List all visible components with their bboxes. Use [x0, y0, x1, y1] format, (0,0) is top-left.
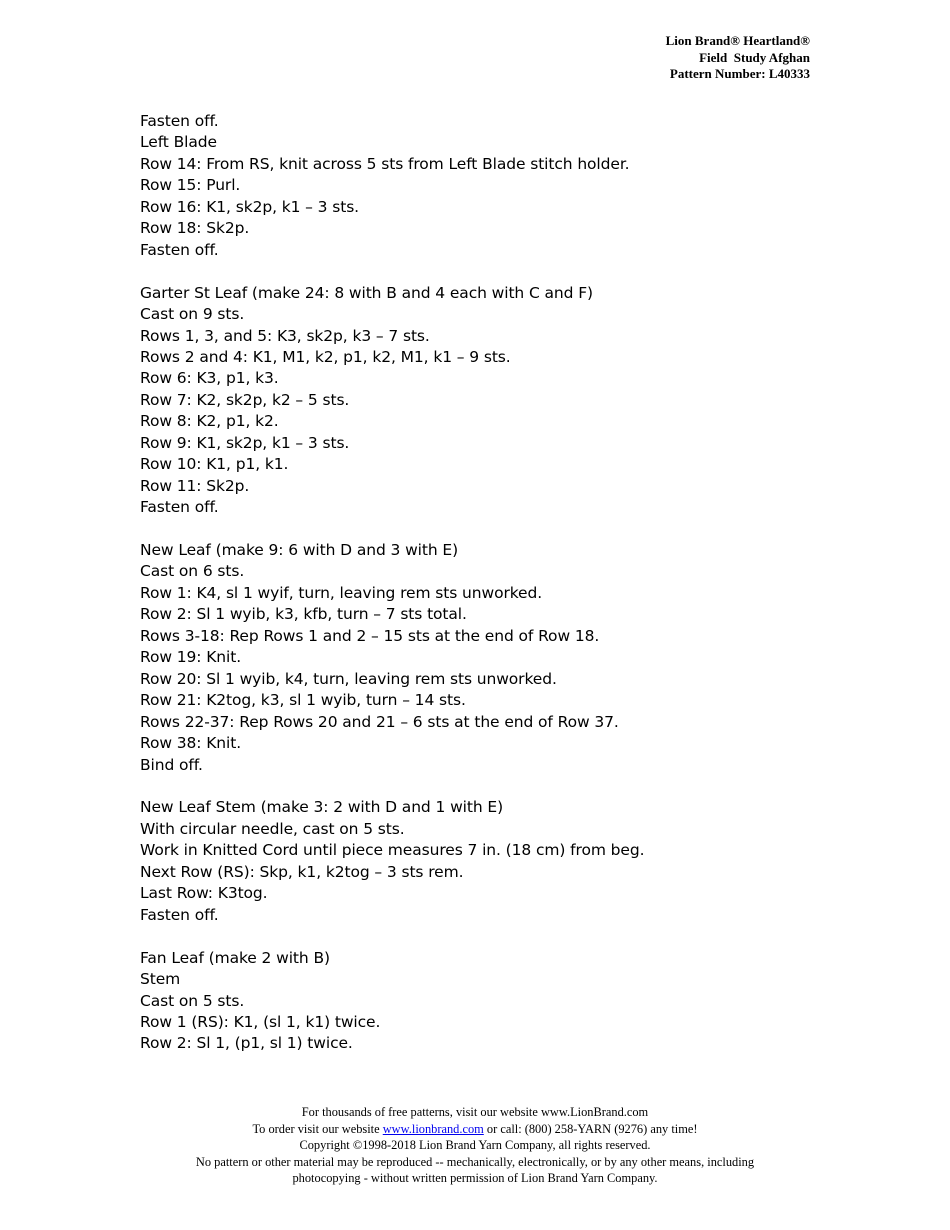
- pattern-line: Stem: [140, 970, 181, 989]
- pattern-line: Row 18: Sk2p.: [140, 219, 250, 238]
- pattern-section: [140, 797, 820, 926]
- pattern-line: Row 1 (RS): K1, (sl 1, k1) twice.: [140, 1012, 381, 1031]
- header-pattern-number: Pattern Number: L40333: [669, 66, 810, 81]
- pattern-line: New Leaf Stem (make 3: 2 with D and 1 with E): [140, 798, 504, 817]
- footer-notice-line-1: No pattern or other material may be reproduced -- mechanically, electronically, or by any other means, including: [195, 1154, 755, 1169]
- pattern-line: Cast on 5 sts.: [140, 991, 245, 1010]
- pattern-line: Work in Knitted Cord until piece measures 7 in. (18 cm) from beg.: [140, 841, 645, 860]
- pattern-line: Row 15: Purl.: [140, 176, 241, 195]
- pattern-line: Fasten off.: [140, 905, 219, 924]
- pattern-line: Row 14: From RS, knit across 5 sts from Left Blade stitch holder.: [140, 154, 630, 173]
- pattern-line: Cast on 9 sts.: [140, 305, 245, 324]
- pattern-line: Row 10: K1, p1, k1.: [140, 455, 289, 474]
- pattern-line: Rows 1, 3, and 5: K3, sk2p, k3 – 7 sts.: [140, 326, 430, 345]
- footer-copyright: Copyright ©1998-2018 Lion Brand Yarn Company, all rights reserved.: [299, 1138, 651, 1152]
- pattern-line: Cast on 6 sts.: [140, 562, 245, 581]
- pattern-line: Row 9: K1, sk2p, k1 – 3 sts.: [140, 433, 350, 452]
- pattern-line: Bind off.: [140, 755, 203, 774]
- header-title: Field Study Afghan: [699, 49, 810, 65]
- pattern-line: Rows 22-37: Rep Rows 20 and 21 – 6 sts at the end of Row 37.: [140, 712, 619, 731]
- footer-line-2-prefix: To order visit our website: [252, 1121, 383, 1136]
- header-brand: Lion Brand® Heartland®: [665, 33, 810, 48]
- pattern-line: Row 20: Sl 1 wyib, k4, turn, leaving rem sts unworked.: [140, 669, 557, 688]
- pattern-line: Row 7: K2, sk2p, k2 – 5 sts.: [140, 390, 350, 409]
- pattern-line: New Leaf (make 9: 6 with D and 3 with E): [140, 541, 459, 560]
- page-footer: [140, 1104, 810, 1187]
- pattern-line: Row 2: Sl 1 wyib, k3, kfb, turn – 7 sts total.: [140, 605, 467, 624]
- pattern-line: Row 11: Sk2p.: [140, 476, 250, 495]
- pattern-section: [140, 948, 820, 1055]
- pattern-line: Row 21: K2tog, k3, sl 1 wyib, turn – 14 sts.: [140, 691, 466, 710]
- pattern-line: Fan Leaf (make 2 with B): [140, 948, 330, 967]
- pattern-line: Row 2: Sl 1, (p1, sl 1) twice.: [140, 1034, 353, 1053]
- footer-notice-line-2: photocopying - without written permission of Lion Brand Yarn Company.: [292, 1171, 658, 1185]
- pattern-section: [140, 540, 820, 776]
- pattern-line: Row 16: K1, sk2p, k1 – 3 sts.: [140, 197, 360, 216]
- pattern-line: Fasten off.: [140, 112, 219, 130]
- pattern-line: Garter St Leaf (make 24: 8 with B and 4 each with C and F): [140, 283, 593, 302]
- footer-line-2-suffix: or call: (800) 258-YARN (9276) any time!: [483, 1121, 698, 1136]
- pattern-line: Rows 2 and 4: K1, M1, k2, p1, k2, M1, k1 – 9 sts.: [140, 347, 511, 366]
- pattern-line: Next Row (RS): Skp, k1, k2tog – 3 sts rem.: [140, 862, 464, 881]
- pattern-line: Row 6: K3, p1, k3.: [140, 369, 279, 388]
- footer-line-1: For thousands of free patterns, visit our website www.LionBrand.com: [301, 1105, 649, 1119]
- pattern-body: [140, 111, 820, 1076]
- pattern-line: Rows 3-18: Rep Rows 1 and 2 – 15 sts at the end of Row 18.: [140, 626, 600, 645]
- pattern-line: Last Row: K3tog.: [140, 884, 268, 903]
- page-header: [666, 33, 810, 83]
- pattern-line: Fasten off.: [140, 240, 219, 259]
- pattern-section: [140, 111, 820, 261]
- pattern-line: Row 19: Knit.: [140, 648, 242, 667]
- pattern-line: Row 1: K4, sl 1 wyif, turn, leaving rem sts unworked.: [140, 583, 543, 602]
- pattern-line: Fasten off.: [140, 498, 219, 517]
- pattern-line: Row 38: Knit.: [140, 734, 242, 753]
- pattern-line: Left Blade: [140, 133, 217, 152]
- pattern-line: Row 8: K2, p1, k2.: [140, 412, 279, 431]
- pattern-section: [140, 283, 820, 519]
- footer-website-link[interactable]: www.lionbrand.com: [382, 1121, 484, 1136]
- footer-line-2: [140, 1121, 810, 1138]
- pattern-line: With circular needle, cast on 5 sts.: [140, 819, 405, 838]
